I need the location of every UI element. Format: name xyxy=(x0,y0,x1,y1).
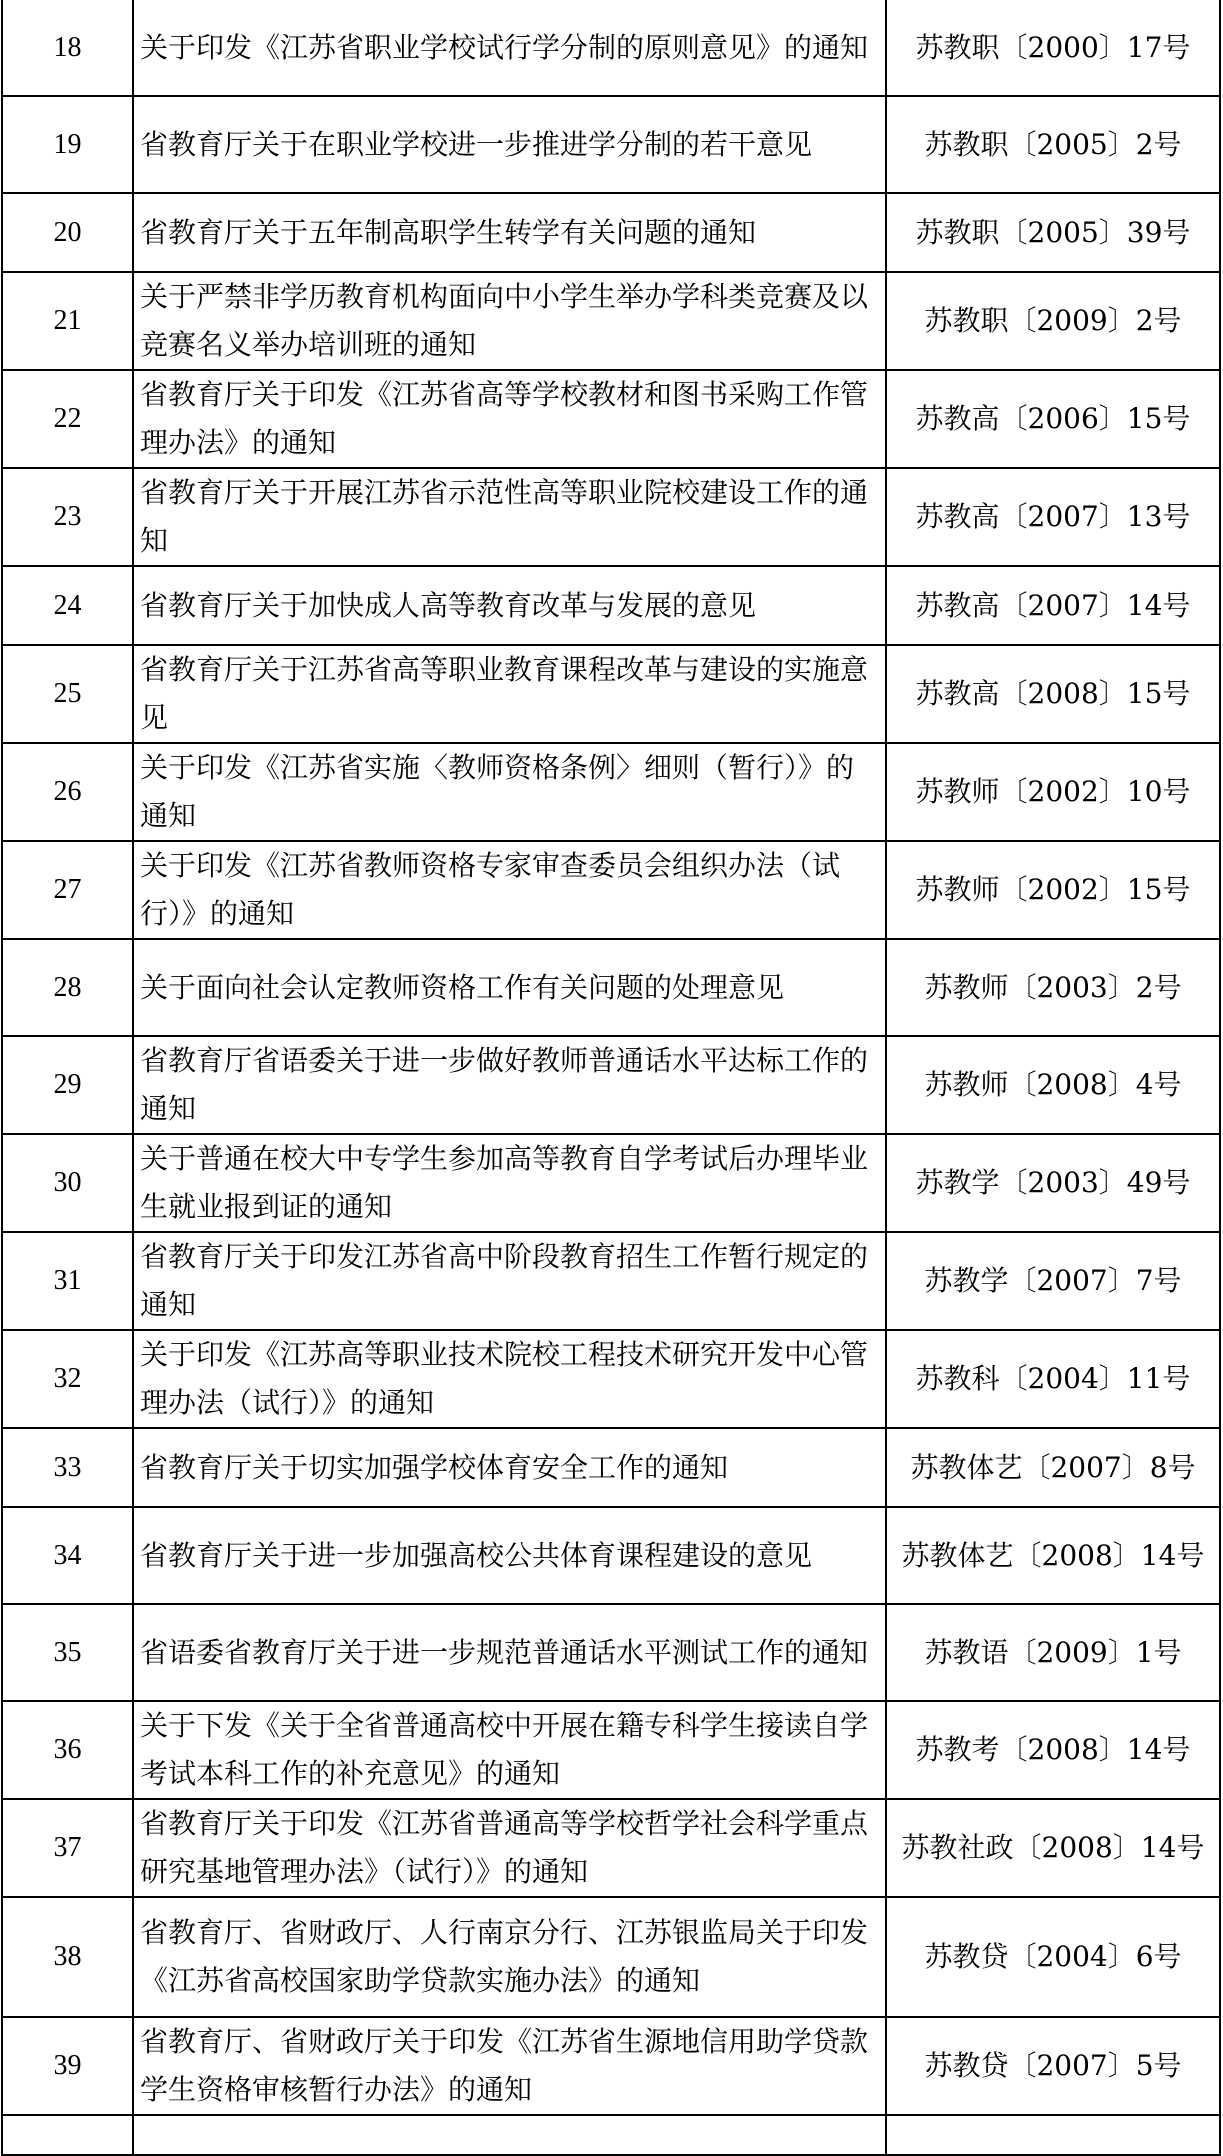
table-row xyxy=(2,645,1220,743)
document-title: 省教育厅省语委关于进一步做好教师普通话水平达标工作的通知 xyxy=(133,1036,886,1134)
table-row xyxy=(2,939,1220,1036)
document-title: 省教育厅关于在职业学校进一步推进学分制的若干意见 xyxy=(133,96,886,193)
document-title: 省教育厅关于印发《江苏省高等学校教材和图书采购工作管理办法》的通知 xyxy=(133,370,886,468)
row-number: 28 xyxy=(2,939,133,1036)
row-number: 18 xyxy=(2,0,133,96)
document-table xyxy=(1,0,1221,2156)
document-title: 关于面向社会认定教师资格工作有关问题的处理意见 xyxy=(133,939,886,1036)
row-number xyxy=(2,2115,133,2155)
row-number: 25 xyxy=(2,645,133,743)
row-number: 31 xyxy=(2,1232,133,1330)
document-title: 省教育厅关于印发《江苏省普通高等学校哲学社会科学重点研究基地管理办法》（试行）》的通知 xyxy=(133,1799,886,1897)
row-number: 32 xyxy=(2,1330,133,1428)
document-number: 苏教学〔2007〕7号 xyxy=(886,1232,1220,1330)
row-number: 22 xyxy=(2,370,133,468)
row-number: 19 xyxy=(2,96,133,193)
document-title: 省教育厅、省财政厅、人行南京分行、江苏银监局关于印发《江苏省高校国家助学贷款实施办法》的通知 xyxy=(133,1897,886,2017)
document-number: 苏教职〔2005〕39号 xyxy=(886,193,1220,272)
table-row xyxy=(2,96,1220,193)
row-number: 34 xyxy=(2,1507,133,1604)
document-title: 关于普通在校大中专学生参加高等教育自学考试后办理毕业生就业报到证的通知 xyxy=(133,1134,886,1232)
document-title: 关于印发《江苏省实施〈教师资格条例〉细则（暂行）》的通知 xyxy=(133,743,886,841)
document-number: 苏教语〔2009〕1号 xyxy=(886,1604,1220,1701)
row-number: 23 xyxy=(2,468,133,566)
document-title: 关于严禁非学历教育机构面向中小学生举办学科类竞赛及以竞赛名义举办培训班的通知 xyxy=(133,272,886,370)
row-number: 26 xyxy=(2,743,133,841)
table-row xyxy=(2,1232,1220,1330)
table-row xyxy=(2,370,1220,468)
table-row xyxy=(2,1604,1220,1701)
table-row xyxy=(2,1897,1220,2017)
document-number xyxy=(886,2115,1220,2155)
document-number: 苏教社政〔2008〕14号 xyxy=(886,1799,1220,1897)
row-number: 27 xyxy=(2,841,133,939)
document-title: 关于下发《关于全省普通高校中开展在籍专科学生接读自学考试本科工作的补充意见》的通知 xyxy=(133,1701,886,1799)
table-row xyxy=(2,566,1220,645)
table-row xyxy=(2,2115,1220,2155)
table-row xyxy=(2,1330,1220,1428)
document-number: 苏教体艺〔2008〕14号 xyxy=(886,1507,1220,1604)
document-number: 苏教高〔2008〕15号 xyxy=(886,645,1220,743)
table-row xyxy=(2,0,1220,96)
document-title: 关于印发《江苏高等职业技术院校工程技术研究开发中心管理办法（试行）》的通知 xyxy=(133,1330,886,1428)
document-number: 苏教职〔2009〕2号 xyxy=(886,272,1220,370)
document-title: 省教育厅、省财政厅关于印发《江苏省生源地信用助学贷款学生资格审核暂行办法》的通知 xyxy=(133,2017,886,2115)
document-number: 苏教高〔2007〕14号 xyxy=(886,566,1220,645)
document-title: 省教育厅关于印发江苏省高中阶段教育招生工作暂行规定的通知 xyxy=(133,1232,886,1330)
document-number: 苏教贷〔2004〕6号 xyxy=(886,1897,1220,2017)
document-number: 苏教科〔2004〕11号 xyxy=(886,1330,1220,1428)
document-number: 苏教师〔2003〕2号 xyxy=(886,939,1220,1036)
document-number: 苏教考〔2008〕14号 xyxy=(886,1701,1220,1799)
document-number: 苏教职〔2005〕2号 xyxy=(886,96,1220,193)
row-number: 36 xyxy=(2,1701,133,1799)
table-row xyxy=(2,1507,1220,1604)
row-number: 20 xyxy=(2,193,133,272)
document-title: 省教育厅关于进一步加强高校公共体育课程建设的意见 xyxy=(133,1507,886,1604)
document-number: 苏教高〔2007〕13号 xyxy=(886,468,1220,566)
table-row xyxy=(2,1799,1220,1897)
document-number: 苏教职〔2000〕17号 xyxy=(886,0,1220,96)
row-number: 24 xyxy=(2,566,133,645)
document-title: 省教育厅关于开展江苏省示范性高等职业院校建设工作的通知 xyxy=(133,468,886,566)
row-number: 30 xyxy=(2,1134,133,1232)
table-row xyxy=(2,193,1220,272)
row-number: 39 xyxy=(2,2017,133,2115)
document-number: 苏教师〔2002〕10号 xyxy=(886,743,1220,841)
row-number: 33 xyxy=(2,1428,133,1507)
row-number: 29 xyxy=(2,1036,133,1134)
document-number: 苏教师〔2008〕4号 xyxy=(886,1036,1220,1134)
table-row xyxy=(2,1701,1220,1799)
document-number: 苏教高〔2006〕15号 xyxy=(886,370,1220,468)
table-row xyxy=(2,1036,1220,1134)
table-row xyxy=(2,2017,1220,2115)
row-number: 37 xyxy=(2,1799,133,1897)
document-title xyxy=(133,2115,886,2155)
document-title: 省教育厅关于五年制高职学生转学有关问题的通知 xyxy=(133,193,886,272)
document-title: 省教育厅关于加快成人高等教育改革与发展的意见 xyxy=(133,566,886,645)
document-title: 省语委省教育厅关于进一步规范普通话水平测试工作的通知 xyxy=(133,1604,886,1701)
table-row xyxy=(2,1428,1220,1507)
table-row xyxy=(2,1134,1220,1232)
document-title: 省教育厅关于切实加强学校体育安全工作的通知 xyxy=(133,1428,886,1507)
document-number: 苏教贷〔2007〕5号 xyxy=(886,2017,1220,2115)
row-number: 35 xyxy=(2,1604,133,1701)
document-number: 苏教体艺〔2007〕8号 xyxy=(886,1428,1220,1507)
table-row xyxy=(2,841,1220,939)
table-body xyxy=(2,0,1220,2155)
table-row xyxy=(2,272,1220,370)
document-title: 关于印发《江苏省教师资格专家审查委员会组织办法（试行）》的通知 xyxy=(133,841,886,939)
table-row xyxy=(2,743,1220,841)
document-title: 省教育厅关于江苏省高等职业教育课程改革与建设的实施意见 xyxy=(133,645,886,743)
row-number: 21 xyxy=(2,272,133,370)
document-number: 苏教学〔2003〕49号 xyxy=(886,1134,1220,1232)
table-row xyxy=(2,468,1220,566)
row-number: 38 xyxy=(2,1897,133,2017)
document-title: 关于印发《江苏省职业学校试行学分制的原则意见》的通知 xyxy=(133,0,886,96)
document-number: 苏教师〔2002〕15号 xyxy=(886,841,1220,939)
